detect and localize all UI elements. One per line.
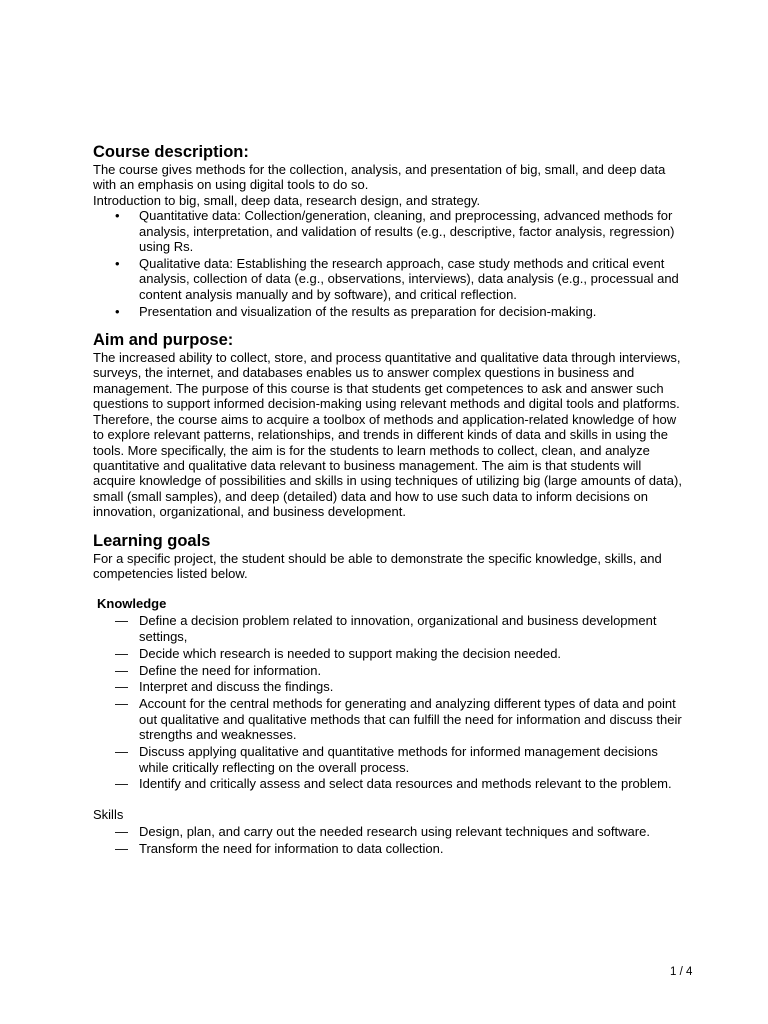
dash-marker: — bbox=[115, 645, 128, 661]
list-item bbox=[93, 613, 683, 644]
page-number: 1 / 4 bbox=[670, 966, 693, 978]
course-description-heading: Course description: bbox=[93, 143, 249, 161]
course-description-intro-line: Introduction to big, small, deep data, research design, and strategy. bbox=[93, 192, 481, 208]
knowledge-list bbox=[93, 613, 683, 791]
list-item bbox=[93, 744, 683, 775]
list-item-text: Decide which research is needed to support making the decision needed. bbox=[139, 645, 562, 661]
list-item-text: Qualitative data: Establishing the research approach, case study methods and critical event analysis, collection of data (e.g., observations, interviews), data analysis (e.g., processual and content analysis manually and by software), and critical reflection. bbox=[139, 255, 679, 302]
list-item bbox=[93, 679, 683, 694]
bullet-marker: • bbox=[115, 208, 120, 224]
list-item-text: Account for the central methods for generating and analyzing different types of data and point out qualitative and qualitative methods that can fulfill the need for information and discuss their strengths and weaknesses. bbox=[139, 696, 682, 743]
list-item bbox=[93, 208, 683, 254]
learning-goals-heading: Learning goals bbox=[93, 531, 211, 550]
list-item bbox=[93, 646, 683, 661]
list-item-text: Identify and critically assess and select data resources and methods relevant to the problem. bbox=[139, 776, 672, 792]
course-description-paragraph: The course gives methods for the collection, analysis, and presentation of big, small, and deep data with an emphasis on using digital tools to do so. bbox=[93, 162, 666, 193]
course-description-section bbox=[93, 143, 683, 319]
aim-and-purpose-section bbox=[93, 331, 683, 519]
dash-marker: — bbox=[115, 823, 128, 839]
dash-marker: — bbox=[115, 840, 128, 856]
list-item bbox=[93, 256, 683, 302]
dash-marker: — bbox=[115, 613, 128, 629]
list-item-text: Transform the need for information to data collection. bbox=[139, 840, 444, 856]
dash-marker: — bbox=[115, 679, 128, 695]
list-item bbox=[93, 841, 683, 856]
document-page bbox=[93, 143, 683, 858]
list-item-text: Define the need for information. bbox=[139, 662, 322, 678]
knowledge-heading: Knowledge bbox=[97, 596, 167, 612]
list-item-text: Discuss applying qualitative and quantitative methods for informed management decisions while critically reflecting on the overall process. bbox=[139, 744, 658, 775]
aim-paragraph: The increased ability to collect, store, and process quantitative and qualitative data through interviews, surveys, the internet, and databases enables us to answer complex questions in business and management. The purpose of this course is that students get competences to ask and answer such questions to support informed decision-making using relevant methods and digital tools and platforms. bbox=[93, 350, 681, 412]
dash-marker: — bbox=[115, 662, 128, 678]
bullet-marker: • bbox=[115, 255, 120, 271]
list-item-text: Define a decision problem related to innovation, organizational and business development settings, bbox=[139, 613, 657, 644]
skills-heading: Skills bbox=[93, 806, 124, 822]
aim-and-purpose-heading: Aim and purpose: bbox=[93, 331, 234, 350]
dash-marker: — bbox=[115, 776, 128, 792]
bullet-marker: • bbox=[115, 303, 120, 319]
list-item bbox=[93, 824, 683, 839]
list-item-text: Presentation and visualization of the results as preparation for decision-making. bbox=[139, 303, 597, 319]
list-item bbox=[93, 304, 683, 319]
list-item-text: Interpret and discuss the findings. bbox=[139, 679, 334, 695]
dash-marker: — bbox=[115, 696, 128, 712]
learning-goals-section bbox=[93, 532, 683, 857]
aim-paragraph: Therefore, the course aims to acquire a toolbox of methods and application-related knowledge of how to explore relevant patterns, relationships, and trends in different kinds of data and skills in using the tools. More specifically, the aim is for the students to learn methods to collect, clean, and analyze quantitative and qualitative data relevant to business management. The aim is that students will acquire knowledge of possibilities and skills in using techniques of utilizing big (large amounts of data), small (small samples), and deep (detailed) data and how to use such data to inform decisions on innovation, organizational, and business development. bbox=[93, 411, 682, 520]
list-item bbox=[93, 776, 683, 791]
learning-goals-intro: For a specific project, the student should be able to demonstrate the specific knowledge, skills, and competencies listed below. bbox=[93, 550, 662, 581]
list-item bbox=[93, 696, 683, 742]
list-item bbox=[93, 663, 683, 678]
skills-list bbox=[93, 824, 683, 856]
list-item-text: Quantitative data: Collection/generation, cleaning, and preprocessing, advanced methods for analysis, interpretation, and validation of results (e.g., descriptive, factor analysis, regression) using Rs. bbox=[139, 208, 675, 255]
course-topics-list bbox=[93, 208, 683, 319]
list-item-text: Design, plan, and carry out the needed research using relevant techniques and software. bbox=[139, 823, 650, 839]
dash-marker: — bbox=[115, 744, 128, 760]
